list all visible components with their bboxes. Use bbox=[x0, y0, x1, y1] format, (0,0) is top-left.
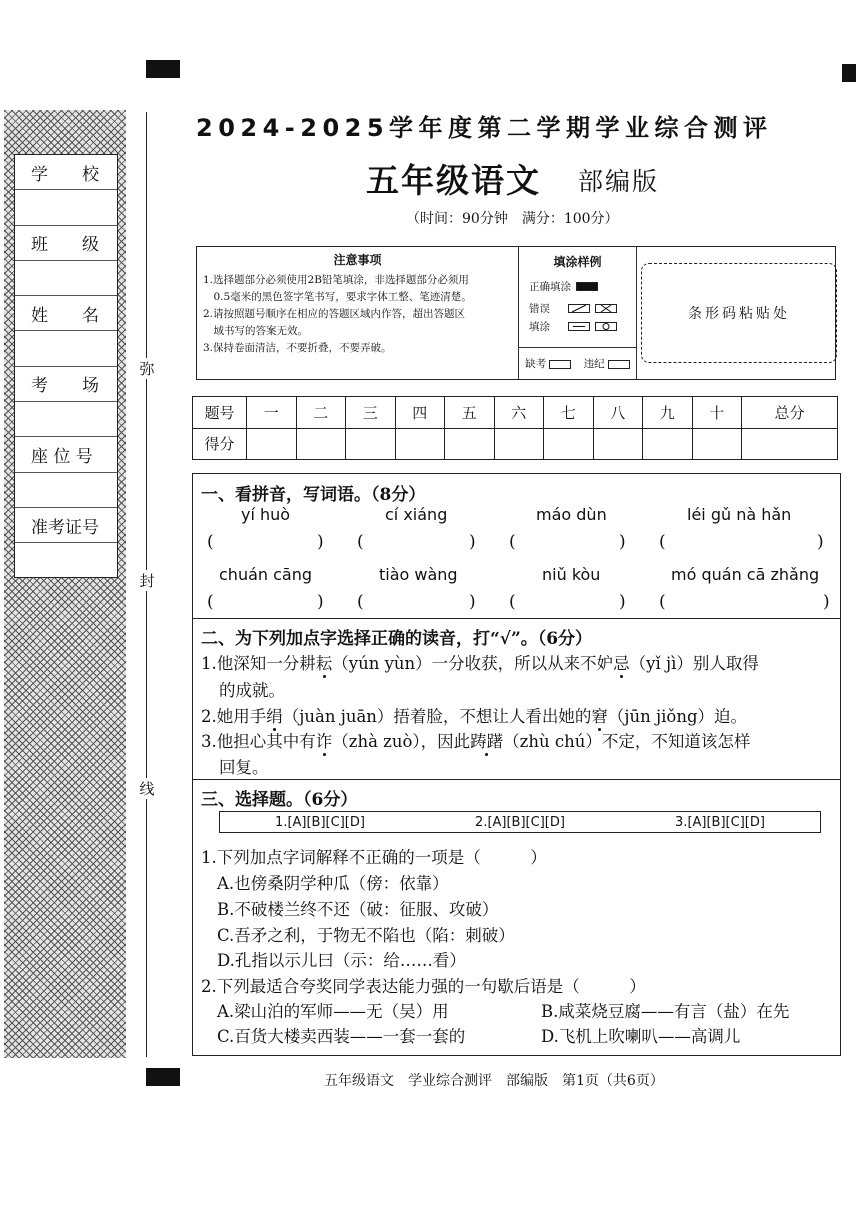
cross-box-icon bbox=[595, 304, 617, 313]
score-header-cell: 二 bbox=[296, 397, 346, 429]
score-header-cell: 八 bbox=[593, 397, 643, 429]
score-cell[interactable] bbox=[395, 428, 445, 460]
pinyin-item: yí huò bbox=[241, 505, 291, 524]
score-table-score-row bbox=[193, 428, 838, 460]
section3-title: 三、选择题。（6分） bbox=[201, 790, 358, 810]
score-header-cell: 题号 bbox=[193, 397, 247, 429]
option-d: D.孔指以示儿曰（示：给……看） bbox=[217, 951, 466, 970]
info-label-name: 姓 名 bbox=[15, 296, 117, 331]
score-header-cell: 六 bbox=[494, 397, 544, 429]
student-info-box bbox=[14, 154, 118, 578]
section2-question-2: 2.她用手绢（juàn juān）捂着脸，不想让人看出她的窘（jūn jiǒng）迫。 bbox=[201, 703, 747, 727]
dash-box-icon bbox=[568, 322, 590, 331]
section2-question-3-cont: 回复。 bbox=[219, 758, 269, 777]
info-label-school: 学 校 bbox=[15, 155, 117, 190]
wrong-fill-row-2: 填涂 bbox=[529, 319, 617, 334]
section3-question-1: 1.下列加点字词解释不正确的一项是（ ） bbox=[201, 848, 547, 867]
answer-paren-open: ( bbox=[357, 592, 364, 612]
score-cell[interactable] bbox=[593, 428, 643, 460]
answer-bubble-group[interactable]: 1.[A][B][C][D] bbox=[275, 814, 365, 830]
section1-title: 一、看拼音，写词语。（8分） bbox=[201, 485, 426, 505]
answer-paren-close: ) bbox=[823, 592, 830, 612]
pinyin-item: chuán cāng bbox=[219, 565, 313, 584]
pinyin-item: máo dùn bbox=[536, 505, 607, 524]
notice-item: 3.保持卷面清洁，不要折叠，不要弄破。 bbox=[203, 342, 392, 354]
answer-paren-close: ) bbox=[317, 592, 324, 612]
info-label-class: 班 级 bbox=[15, 226, 117, 261]
option-d: D.飞机上吹喇叭——高调儿 bbox=[541, 1027, 741, 1046]
answer-bubble-group[interactable]: 3.[A][B][C][D] bbox=[675, 814, 765, 830]
correct-fill-row: 正确填涂 bbox=[529, 279, 598, 294]
score-cell[interactable] bbox=[692, 428, 742, 460]
violation-label: 违纪 bbox=[584, 356, 630, 371]
answer-bubble-bar bbox=[219, 811, 821, 833]
info-label-room: 考 场 bbox=[15, 367, 117, 402]
answer-paren-close: ) bbox=[469, 532, 476, 552]
question-area bbox=[192, 473, 841, 1056]
score-cell[interactable] bbox=[247, 428, 297, 460]
answer-paren-open: ( bbox=[659, 532, 666, 552]
section-divider bbox=[193, 618, 840, 619]
section2-title: 二、为下列加点字选择正确的读音，打“√”。（6分） bbox=[201, 629, 593, 649]
score-cell[interactable] bbox=[742, 428, 838, 460]
score-header-cell: 一 bbox=[247, 397, 297, 429]
section2-question-1-cont: 的成就。 bbox=[219, 681, 285, 700]
score-header-cell: 三 bbox=[346, 397, 396, 429]
pinyin-item: niǔ kòu bbox=[542, 565, 601, 584]
subject-title: 五年级语文 bbox=[366, 161, 541, 200]
wrong-fill-row-1: 错误 bbox=[529, 301, 617, 316]
binding-mark-mi: 弥 bbox=[137, 358, 157, 379]
registration-mark-bottom bbox=[146, 1068, 180, 1086]
score-cell[interactable] bbox=[643, 428, 693, 460]
pinyin-item: mó quán cā zhǎng bbox=[671, 565, 820, 584]
score-table bbox=[192, 396, 838, 460]
fill-sample bbox=[519, 247, 637, 379]
circle-box-icon bbox=[595, 322, 617, 331]
time-info: （时间：90分钟 满分：100分） bbox=[406, 211, 619, 227]
notice-item: 1.选择题部分必须使用2B铅笔填涂，非选择题部分必须用 bbox=[203, 274, 469, 286]
answer-bubble-group[interactable]: 2.[A][B][C][D] bbox=[475, 814, 565, 830]
section2-question-3: 3.他担心其中有诈（zhà zuò），因此踌躇（zhù chú）不定，不知道该怎样 bbox=[201, 728, 750, 752]
notice-title: 注意事项 bbox=[333, 253, 382, 267]
score-row-label: 得分 bbox=[193, 428, 247, 460]
info-field-room[interactable] bbox=[15, 402, 117, 437]
edition-label: 部编版 bbox=[578, 167, 660, 196]
option-c: C.百货大楼卖西装——一套一套的 bbox=[217, 1027, 466, 1046]
answer-paren-open: ( bbox=[207, 532, 214, 552]
score-cell[interactable] bbox=[544, 428, 594, 460]
answer-paren-close: ) bbox=[619, 532, 626, 552]
score-header-cell: 四 bbox=[395, 397, 445, 429]
answer-paren-open: ( bbox=[509, 592, 516, 612]
section2-question-1: 1.他深知一分耕耘（yún yùn）一分收获，所以从来不妒忌（yǐ jì）别人取得 bbox=[201, 650, 759, 674]
answer-paren-open: ( bbox=[659, 592, 666, 612]
answer-paren-close: ) bbox=[619, 592, 626, 612]
score-cell[interactable] bbox=[296, 428, 346, 460]
info-field-school[interactable] bbox=[15, 190, 117, 225]
score-header-cell: 九 bbox=[643, 397, 693, 429]
option-b: B.不破楼兰终不还（破：征服、攻破） bbox=[217, 900, 499, 919]
option-a: A.也傍桑阴学种瓜（傍：依靠） bbox=[217, 874, 449, 893]
notice-item: 域书写的答案无效。 bbox=[203, 325, 308, 337]
option-c: C.吾矛之利，于物无不陷也（陷：刺破） bbox=[217, 926, 515, 945]
absent-checkbox[interactable] bbox=[549, 360, 571, 369]
section3-question-2: 2.下列最适合夸奖同学表达能力强的一句歇后语是（ ） bbox=[201, 977, 646, 996]
info-field-exam-id[interactable] bbox=[15, 543, 117, 578]
page-footer: 五年级语文 学业综合测评 部编版 第1页（共6页） bbox=[324, 1073, 664, 1089]
score-header-cell: 七 bbox=[544, 397, 594, 429]
answer-paren-open: ( bbox=[509, 532, 516, 552]
answer-paren-open: ( bbox=[207, 592, 214, 612]
info-label-exam-id: 准考证号 bbox=[15, 508, 117, 543]
score-table-header-row bbox=[193, 397, 838, 429]
notice-instructions bbox=[197, 247, 519, 379]
registration-mark-top bbox=[146, 60, 180, 78]
pinyin-item: cí xiáng bbox=[385, 505, 448, 524]
notice-item: 2.请按照题号顺序在相应的答题区域内作答，超出答题区 bbox=[203, 308, 466, 320]
barcode-area: 条形码粘贴处 bbox=[641, 263, 837, 363]
notice-item: 0.5毫米的黑色签字笔书写，要求字体工整、笔迹清楚。 bbox=[203, 291, 472, 303]
pinyin-item: tiào wàng bbox=[379, 565, 458, 584]
score-header-cell: 十 bbox=[692, 397, 742, 429]
score-cell[interactable] bbox=[346, 428, 396, 460]
score-header-cell: 总分 bbox=[742, 397, 838, 429]
notice-box bbox=[196, 246, 836, 380]
answer-paren-close: ) bbox=[469, 592, 476, 612]
info-field-seat[interactable] bbox=[15, 473, 117, 508]
binding-mark-feng: 封 bbox=[137, 570, 157, 591]
option-a: A.梁山泊的军师——无（吴）用 bbox=[217, 1002, 449, 1021]
slash-box-icon bbox=[568, 304, 590, 313]
answer-paren-close: ) bbox=[317, 532, 324, 552]
filled-box-icon bbox=[576, 282, 598, 291]
violation-checkbox[interactable] bbox=[608, 360, 630, 369]
absent-violation-row bbox=[519, 347, 636, 379]
info-field-class[interactable] bbox=[15, 261, 117, 296]
absent-label: 缺考 bbox=[525, 356, 571, 371]
binding-mark-xian: 线 bbox=[137, 778, 157, 799]
fill-sample-title: 填涂样例 bbox=[553, 255, 602, 269]
score-header-cell: 五 bbox=[445, 397, 495, 429]
info-label-seat: 座 位 号 bbox=[15, 437, 117, 472]
score-cell[interactable] bbox=[445, 428, 495, 460]
registration-mark-corner bbox=[842, 64, 856, 82]
section-divider bbox=[193, 779, 840, 780]
info-field-name[interactable] bbox=[15, 331, 117, 366]
answer-paren-close: ) bbox=[817, 532, 824, 552]
option-b: B.咸菜烧豆腐——有言（盐）在先 bbox=[541, 1002, 790, 1021]
answer-paren-open: ( bbox=[357, 532, 364, 552]
exam-title: 2024-2025学年度第二学期学业综合测评 bbox=[196, 114, 773, 142]
score-cell[interactable] bbox=[494, 428, 544, 460]
pinyin-item: léi gǔ nà hǎn bbox=[687, 505, 792, 524]
